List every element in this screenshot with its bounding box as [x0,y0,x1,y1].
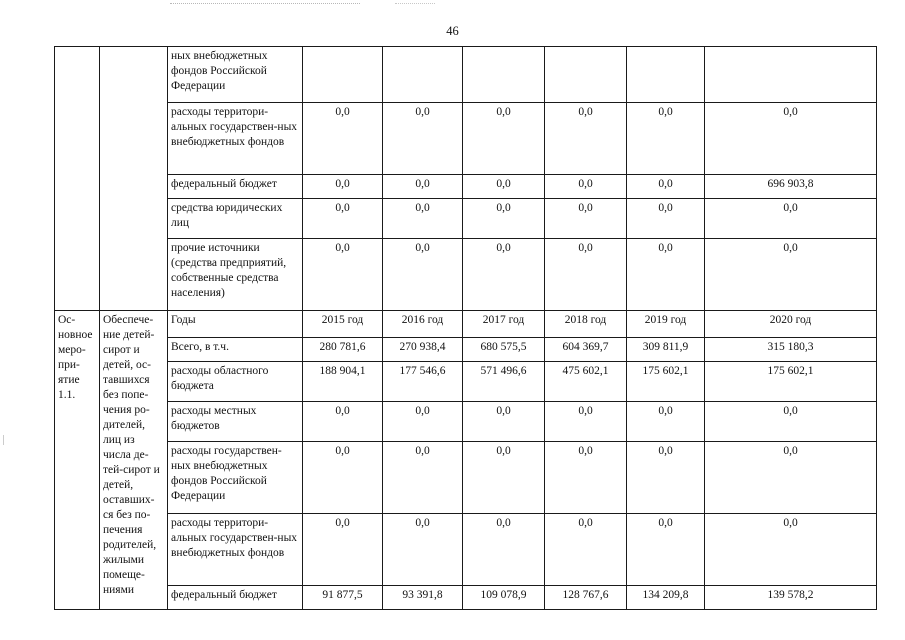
value-cell: 0,0 [545,514,627,586]
value-cell: 270 938,4 [383,338,463,362]
funding-source-label: Всего, в т.ч. [168,338,303,362]
funding-source-label: расходы местных бюджетов [168,402,303,442]
value-cell: 0,0 [627,103,705,175]
funding-source-label: расходы территори-альных государствен-ных внебюджетных фондов [168,103,303,175]
value-cell: 175 602,1 [705,362,877,402]
year-header-cell: 2017 год [463,311,545,338]
value-cell: 0,0 [303,199,383,239]
value-cell: 0,0 [463,514,545,586]
funding-source-label: расходы государствен-ных внебюджетных фондов Российской Федерации [168,442,303,514]
value-cell: 0,0 [627,199,705,239]
table-row [55,362,877,402]
activity-number-cell: Ос-новное меро-при-ятие 1.1. [55,311,100,610]
year-header-cell: 2018 год [545,311,627,338]
value-cell: 0,0 [303,175,383,199]
value-cell: 93 391,8 [383,586,463,610]
value-cell: 0,0 [705,199,877,239]
value-cell: 0,0 [545,103,627,175]
table-row [55,402,877,442]
funding-source-label: расходы территори-альных государствен-ных внебюджетных фондов [168,514,303,586]
value-cell: 696 903,8 [705,175,877,199]
value-cell: 0,0 [303,103,383,175]
scan-artifact-line [395,3,435,5]
value-cell: 0,0 [463,239,545,311]
table-row [55,586,877,610]
funding-source-label: федеральный бюджет [168,175,303,199]
value-cell: 280 781,6 [303,338,383,362]
value-cell: 0,0 [463,402,545,442]
page-number: 46 [446,24,459,38]
value-cell: 0,0 [545,239,627,311]
value-cell: 0,0 [627,442,705,514]
value-cell: 0,0 [705,239,877,311]
value-cell: 177 546,6 [383,362,463,402]
years-header-label: Годы [168,311,303,338]
funding-source-label: средства юридических лиц [168,199,303,239]
value-cell: 0,0 [463,442,545,514]
year-header-cell: 2019 год [627,311,705,338]
value-cell [627,47,705,103]
value-cell: 0,0 [383,175,463,199]
value-cell: 0,0 [303,239,383,311]
value-cell: 0,0 [463,175,545,199]
activity-name-cell: Обеспече-ние детей-сирот и детей, ос-тавшихся без попе-чения ро-дителей, лиц из числа де-тей-сирот и детей, оставших-ся без по-печения родителей, жилыми помеще-ниями [100,311,168,610]
value-cell: 0,0 [545,175,627,199]
table-row [55,311,877,338]
value-cell: 680 575,5 [463,338,545,362]
scan-artifact-mark [3,435,4,445]
value-cell: 0,0 [705,103,877,175]
empty-col1-cell [55,47,100,311]
value-cell: 0,0 [383,442,463,514]
table-row [55,199,877,239]
scan-artifact-line [170,3,360,5]
value-cell [383,47,463,103]
value-cell: 0,0 [303,442,383,514]
value-cell [303,47,383,103]
year-header-cell: 2020 год [705,311,877,338]
value-cell: 0,0 [627,175,705,199]
value-cell: 0,0 [627,239,705,311]
table-row [55,103,877,175]
value-cell: 0,0 [705,442,877,514]
year-header-cell: 2016 год [383,311,463,338]
value-cell: 0,0 [383,402,463,442]
value-cell: 0,0 [383,239,463,311]
funding-source-label: федеральный бюджет [168,586,303,610]
value-cell: 0,0 [705,402,877,442]
table-row [55,239,877,311]
value-cell: 604 369,7 [545,338,627,362]
value-cell: 0,0 [303,514,383,586]
value-cell: 0,0 [545,199,627,239]
value-cell [545,47,627,103]
table-row [55,442,877,514]
table-row [55,338,877,362]
value-cell: 571 496,6 [463,362,545,402]
table-row [55,175,877,199]
year-header-cell: 2015 год [303,311,383,338]
value-cell: 188 904,1 [303,362,383,402]
table-row [55,514,877,586]
value-cell: 315 180,3 [705,338,877,362]
value-cell: 139 578,2 [705,586,877,610]
funding-source-label: прочие источники (средства предприятий, собственные средства населения) [168,239,303,311]
budget-table [54,46,877,610]
value-cell: 0,0 [463,199,545,239]
value-cell: 0,0 [383,199,463,239]
value-cell: 109 078,9 [463,586,545,610]
value-cell: 0,0 [627,514,705,586]
value-cell: 0,0 [383,514,463,586]
funding-source-label: расходы областного бюджета [168,362,303,402]
value-cell: 475 602,1 [545,362,627,402]
value-cell: 0,0 [303,402,383,442]
value-cell: 0,0 [545,442,627,514]
value-cell [705,47,877,103]
value-cell: 91 877,5 [303,586,383,610]
value-cell: 309 811,9 [627,338,705,362]
value-cell: 0,0 [463,103,545,175]
value-cell: 128 767,6 [545,586,627,610]
value-cell: 0,0 [627,402,705,442]
value-cell: 134 209,8 [627,586,705,610]
budget-table-body [55,47,877,610]
value-cell: 0,0 [705,514,877,586]
funding-source-label: ных внебюджетных фондов Российской Федерации [168,47,303,103]
value-cell: 0,0 [545,402,627,442]
empty-col2-cell [100,47,168,311]
value-cell: 0,0 [383,103,463,175]
value-cell: 175 602,1 [627,362,705,402]
value-cell [463,47,545,103]
table-row [55,47,877,103]
